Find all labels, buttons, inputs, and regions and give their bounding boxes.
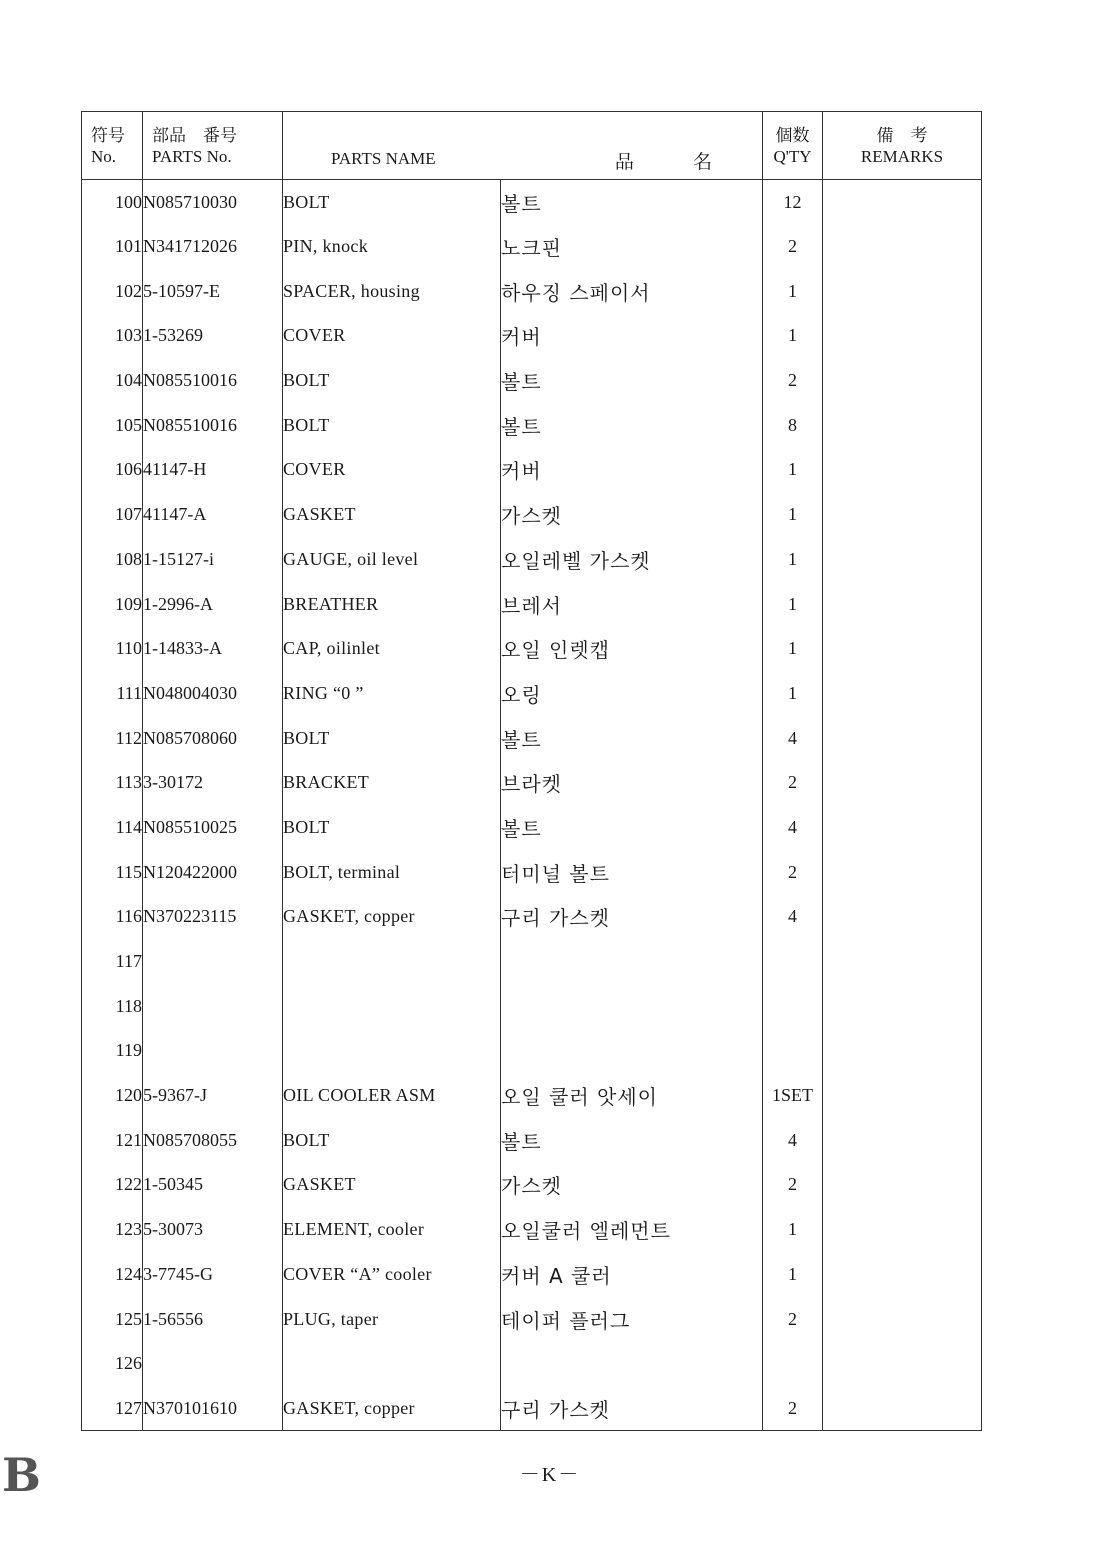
parts-name-cell: PIN, knock <box>283 224 501 269</box>
korean-name-cell: 커버 <box>501 448 763 493</box>
korean-name-cell: 오링 <box>501 671 763 716</box>
table-row <box>82 269 982 314</box>
table-row <box>82 760 982 805</box>
header-remarks <box>823 112 982 180</box>
row-number-cell: 109 <box>82 582 143 627</box>
parts-number-cell <box>143 984 283 1029</box>
row-number-cell: 110 <box>82 626 143 671</box>
remarks-cell <box>823 1297 982 1342</box>
table-row <box>82 403 982 448</box>
header-qty <box>763 112 823 180</box>
table-row <box>82 716 982 761</box>
remarks-cell <box>823 626 982 671</box>
parts-name-cell: GAUGE, oil level <box>283 537 501 582</box>
table-row <box>82 805 982 850</box>
table-row <box>82 1341 982 1386</box>
table-row <box>82 1163 982 1208</box>
remarks-cell <box>823 1029 982 1074</box>
korean-name-cell: 하우징 스페이서 <box>501 269 763 314</box>
table-row <box>82 984 982 1029</box>
parts-number-cell: 5-9367-J <box>143 1073 283 1118</box>
row-number-cell: 111 <box>82 671 143 716</box>
korean-name-cell: 볼트 <box>501 716 763 761</box>
table-row <box>82 895 982 940</box>
parts-number-cell: 1-14833-A <box>143 626 283 671</box>
parts-sheet <box>81 111 981 1426</box>
row-number-cell: 100 <box>82 180 143 225</box>
remarks-cell <box>823 1341 982 1386</box>
korean-name-cell: 오일쿨러 엘레먼트 <box>501 1207 763 1252</box>
row-number-cell: 122 <box>82 1163 143 1208</box>
table-row <box>82 939 982 984</box>
table-row <box>82 224 982 269</box>
parts-number-cell: N370101610 <box>143 1386 283 1431</box>
parts-number-cell: 5-30073 <box>143 1207 283 1252</box>
quantity-cell <box>763 939 823 984</box>
korean-name-cell <box>501 984 763 1029</box>
parts-number-cell: N085510016 <box>143 358 283 403</box>
row-number-cell: 112 <box>82 716 143 761</box>
parts-number-cell: N120422000 <box>143 850 283 895</box>
parts-name-cell: ELEMENT, cooler <box>283 1207 501 1252</box>
korean-name-cell: 구리 가스켓 <box>501 1386 763 1431</box>
table-row <box>82 1073 982 1118</box>
remarks-cell <box>823 358 982 403</box>
korean-name-cell <box>501 1341 763 1386</box>
row-number-cell: 121 <box>82 1118 143 1163</box>
parts-number-cell: 1-2996-A <box>143 582 283 627</box>
table-row <box>82 1386 982 1431</box>
parts-number-cell: N085710030 <box>143 180 283 225</box>
table-row <box>82 1207 982 1252</box>
parts-number-cell: 5-10597-E <box>143 269 283 314</box>
korean-name-cell: 커버 A 쿨러 <box>501 1252 763 1297</box>
parts-table <box>81 111 982 1431</box>
page-label: －K－ <box>519 1464 581 1486</box>
quantity-cell: 4 <box>763 895 823 940</box>
row-number-cell: 107 <box>82 492 143 537</box>
table-row <box>82 1118 982 1163</box>
header-parts-no <box>143 112 283 180</box>
parts-name-cell: BOLT <box>283 358 501 403</box>
korean-name-cell: 오일레벨 가스켓 <box>501 537 763 582</box>
header-qty-en: Q'TY <box>773 146 812 166</box>
row-number-cell: 104 <box>82 358 143 403</box>
header-name-right: 名 <box>693 150 713 173</box>
remarks-cell <box>823 492 982 537</box>
remarks-cell <box>823 1163 982 1208</box>
quantity-cell: 8 <box>763 403 823 448</box>
korean-name-cell: 오일 인렛캡 <box>501 626 763 671</box>
row-number-cell: 119 <box>82 1029 143 1074</box>
row-number-cell: 114 <box>82 805 143 850</box>
parts-name-cell: BOLT <box>283 716 501 761</box>
quantity-cell: 2 <box>763 1163 823 1208</box>
quantity-cell: 4 <box>763 1118 823 1163</box>
korean-name-cell: 브라켓 <box>501 760 763 805</box>
row-number-cell: 102 <box>82 269 143 314</box>
table-row <box>82 626 982 671</box>
row-number-cell: 105 <box>82 403 143 448</box>
remarks-cell <box>823 1386 982 1431</box>
remarks-cell <box>823 850 982 895</box>
quantity-cell: 2 <box>763 224 823 269</box>
parts-name-cell: BOLT <box>283 805 501 850</box>
table-row <box>82 1029 982 1074</box>
parts-number-cell: N370223115 <box>143 895 283 940</box>
parts-number-cell <box>143 1341 283 1386</box>
row-number-cell: 125 <box>82 1297 143 1342</box>
remarks-cell <box>823 760 982 805</box>
parts-number-cell: 1-53269 <box>143 314 283 359</box>
header-name-left: 品 <box>614 150 634 173</box>
row-number-cell: 127 <box>82 1386 143 1431</box>
parts-number-cell: N085510025 <box>143 805 283 850</box>
korean-name-cell: 볼트 <box>501 403 763 448</box>
parts-name-cell <box>283 1341 501 1386</box>
quantity-cell <box>763 984 823 1029</box>
korean-name-cell: 터미널 볼트 <box>501 850 763 895</box>
binding-margin-mark: B <box>2 1448 41 1502</box>
remarks-cell <box>823 314 982 359</box>
korean-name-cell: 커버 <box>501 314 763 359</box>
parts-table-body <box>82 180 982 1431</box>
parts-name-cell: PLUG, taper <box>283 1297 501 1342</box>
parts-number-cell: 41147-H <box>143 448 283 493</box>
korean-name-cell: 가스켓 <box>501 1163 763 1208</box>
korean-name-cell: 노크핀 <box>501 224 763 269</box>
header-no-jp: 符号 <box>91 125 125 145</box>
parts-number-cell: 1-15127-i <box>143 537 283 582</box>
row-number-cell: 117 <box>82 939 143 984</box>
parts-name-cell: COVER <box>283 314 501 359</box>
korean-name-cell: 오일 쿨러 앗세이 <box>501 1073 763 1118</box>
parts-number-cell: 41147-A <box>143 492 283 537</box>
row-number-cell: 106 <box>82 448 143 493</box>
table-row <box>82 1297 982 1342</box>
remarks-cell <box>823 1252 982 1297</box>
parts-number-cell: 1-56556 <box>143 1297 283 1342</box>
korean-name-cell: 볼트 <box>501 358 763 403</box>
row-number-cell: 101 <box>82 224 143 269</box>
remarks-cell <box>823 805 982 850</box>
header-remarks-jp: 備 考 <box>876 125 928 145</box>
korean-name-cell: 가스켓 <box>501 492 763 537</box>
table-row <box>82 314 982 359</box>
row-number-cell: 108 <box>82 537 143 582</box>
parts-name-cell <box>283 1029 501 1074</box>
remarks-cell <box>823 537 982 582</box>
table-row <box>82 448 982 493</box>
quantity-cell: 1 <box>763 448 823 493</box>
parts-number-cell: N085708055 <box>143 1118 283 1163</box>
quantity-cell <box>763 1341 823 1386</box>
header-remarks-en: REMARKS <box>860 146 944 166</box>
korean-name-cell: 구리 가스켓 <box>501 895 763 940</box>
header-parts-name <box>283 112 763 180</box>
row-number-cell: 124 <box>82 1252 143 1297</box>
remarks-cell <box>823 716 982 761</box>
quantity-cell: 4 <box>763 805 823 850</box>
parts-name-cell: BOLT, terminal <box>283 850 501 895</box>
remarks-cell <box>823 448 982 493</box>
header-qty-jp: 個数 <box>775 125 810 145</box>
parts-name-cell: RING “0 ” <box>283 671 501 716</box>
row-number-cell: 116 <box>82 895 143 940</box>
quantity-cell: 4 <box>763 716 823 761</box>
row-number-cell: 115 <box>82 850 143 895</box>
quantity-cell: 1 <box>763 1207 823 1252</box>
parts-number-cell: N085510016 <box>143 403 283 448</box>
remarks-cell <box>823 1073 982 1118</box>
header-parts-no-en: PARTS No. <box>152 146 232 166</box>
parts-name-cell: BOLT <box>283 1118 501 1163</box>
table-row <box>82 850 982 895</box>
parts-number-cell: 3-30172 <box>143 760 283 805</box>
table-row <box>82 582 982 627</box>
remarks-cell <box>823 895 982 940</box>
korean-name-cell: 볼트 <box>501 180 763 225</box>
row-number-cell: 123 <box>82 1207 143 1252</box>
quantity-cell: 1SET <box>763 1073 823 1118</box>
parts-name-cell: SPACER, housing <box>283 269 501 314</box>
header-parts-name-en: PARTS NAME <box>331 148 436 168</box>
parts-name-cell: OIL COOLER ASM <box>283 1073 501 1118</box>
quantity-cell: 1 <box>763 314 823 359</box>
parts-number-cell: 3-7745-G <box>143 1252 283 1297</box>
row-number-cell: 118 <box>82 984 143 1029</box>
parts-number-cell: 1-50345 <box>143 1163 283 1208</box>
quantity-cell: 1 <box>763 671 823 716</box>
parts-number-cell <box>143 939 283 984</box>
table-row <box>82 671 982 716</box>
parts-name-cell: GASKET <box>283 1163 501 1208</box>
remarks-cell <box>823 180 982 225</box>
quantity-cell: 1 <box>763 626 823 671</box>
row-number-cell: 113 <box>82 760 143 805</box>
remarks-cell <box>823 582 982 627</box>
remarks-cell <box>823 1207 982 1252</box>
parts-name-cell <box>283 939 501 984</box>
remarks-cell <box>823 224 982 269</box>
remarks-cell <box>823 984 982 1029</box>
row-number-cell: 126 <box>82 1341 143 1386</box>
parts-name-cell: COVER <box>283 448 501 493</box>
parts-name-cell: BREATHER <box>283 582 501 627</box>
korean-name-cell <box>501 1029 763 1074</box>
table-row <box>82 1252 982 1297</box>
quantity-cell: 1 <box>763 492 823 537</box>
parts-name-cell: GASKET, copper <box>283 895 501 940</box>
table-row <box>82 492 982 537</box>
parts-name-cell: GASKET, copper <box>283 1386 501 1431</box>
quantity-cell: 12 <box>763 180 823 225</box>
quantity-cell: 2 <box>763 760 823 805</box>
row-number-cell: 103 <box>82 314 143 359</box>
parts-name-cell: BOLT <box>283 180 501 225</box>
header-no-en: No. <box>91 146 117 166</box>
parts-name-cell: COVER “A” cooler <box>283 1252 501 1297</box>
remarks-cell <box>823 1118 982 1163</box>
table-row <box>82 537 982 582</box>
quantity-cell: 1 <box>763 269 823 314</box>
parts-name-cell: GASKET <box>283 492 501 537</box>
parts-number-cell <box>143 1029 283 1074</box>
quantity-cell: 1 <box>763 582 823 627</box>
korean-name-cell: 볼트 <box>501 805 763 850</box>
korean-name-cell: 브레서 <box>501 582 763 627</box>
quantity-cell: 1 <box>763 1252 823 1297</box>
table-row <box>82 358 982 403</box>
remarks-cell <box>823 671 982 716</box>
parts-name-cell <box>283 984 501 1029</box>
korean-name-cell: 테이퍼 플러그 <box>501 1297 763 1342</box>
quantity-cell <box>763 1029 823 1074</box>
header-parts-no-jp: 部品 番号 <box>152 125 237 145</box>
quantity-cell: 1 <box>763 537 823 582</box>
table-header-row <box>82 112 982 180</box>
korean-name-cell <box>501 939 763 984</box>
quantity-cell: 2 <box>763 358 823 403</box>
remarks-cell <box>823 939 982 984</box>
parts-number-cell: N048004030 <box>143 671 283 716</box>
remarks-cell <box>823 403 982 448</box>
parts-name-cell: BOLT <box>283 403 501 448</box>
header-no <box>82 112 143 180</box>
quantity-cell: 2 <box>763 850 823 895</box>
remarks-cell <box>823 269 982 314</box>
table-row <box>82 180 982 225</box>
parts-number-cell: N341712026 <box>143 224 283 269</box>
parts-name-cell: CAP, oilinlet <box>283 626 501 671</box>
parts-name-cell: BRACKET <box>283 760 501 805</box>
korean-name-cell: 볼트 <box>501 1118 763 1163</box>
quantity-cell: 2 <box>763 1297 823 1342</box>
parts-number-cell: N085708060 <box>143 716 283 761</box>
row-number-cell: 120 <box>82 1073 143 1118</box>
quantity-cell: 2 <box>763 1386 823 1431</box>
